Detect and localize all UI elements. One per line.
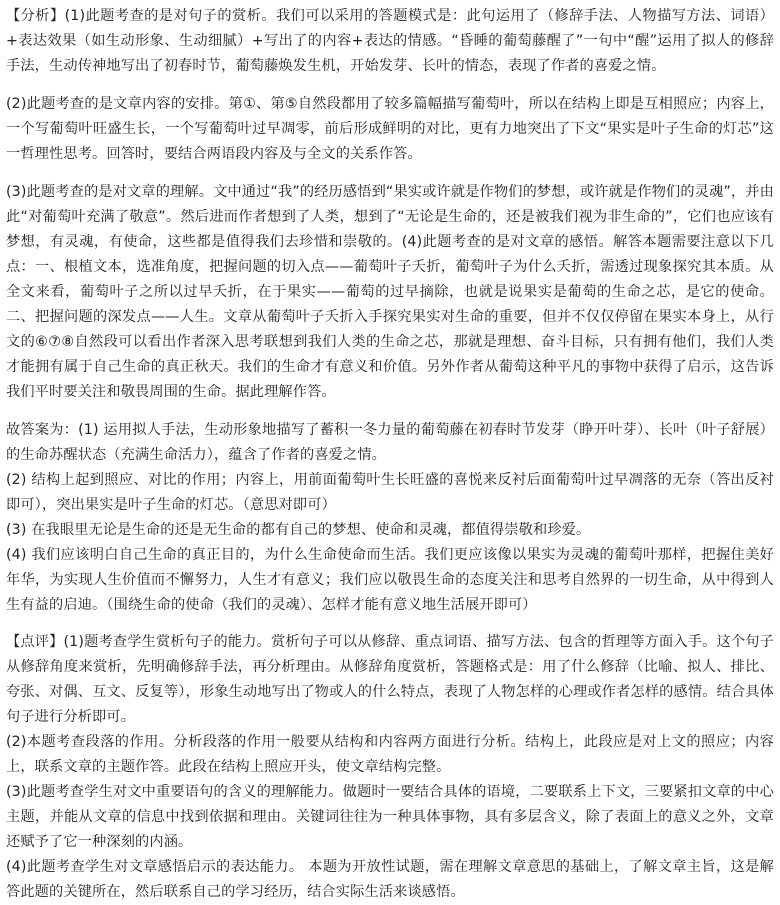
analysis-paragraph-3: (3)此题考查的是对文章的理解。文中通过“我”的经历感悟到“果实或许就是作物们的梦想，或许就是作物们的灵魂”，并由此“对葡萄叶充满了敬意”。然后进而作者想到了人类，想到了“无论是生命的，还是被我们视为非生命的”，它们也应该有梦想，有灵魂，有使命，这些都是值得我们去珍惜和崇敬的。(4)此题考查的是对文章的感悟。解答本题需要注意以下几点：一、根植文本，选准角度，把握问题的切入点——葡萄叶子夭折，葡萄叶子为什么夭折，需透过现象探究其本质。从全文来看，葡萄叶子之所以过早夭折，在于果实——葡萄的过早摘除，也就是说果实是葡萄的生命之芯，是它的使命。二、把握问题的深发点——人生。文章从葡萄叶子夭折入手探究果实对生命的重要，但并不仅仅停留在果实本身上，从行文的⑥⑦⑧自然段可以看出作者深入思考联想到我们人类的生命之芯，那就是理想、奋斗目标，只有拥有他们，我们人类才能拥有属于自己生命的真正秋天。我们的生命才有意义和价值。另外作者从葡萄这种平凡的事物中获得了启示，这告诉我们平时要关注和敬畏周围的生命。据此理解作答。	[6, 184, 774, 400]
answer-item-4: (4) 我们应该明白自己生命的真正目的，为什么生命使命而生活。我们更应该像以果实为灵魂的葡萄叶那样，把握住美好年华，为实现人生价值而不懈努力，人生才有意义；我们应以敬畏生命的态度关注和思考自然界的一切生命，从中得到人生有益的启迪。（围绕生命的使命（我们的灵魂）、怎样才能有意义地生活展开即可）	[6, 547, 774, 613]
comment-paragraph-3: (3)此题考查学生对文中重要语句的含义的理解能力。做题时一要结合具体的语境，二要联系上下文，三要紧扣文章的中心主题，并能从文章的信息中找到依据和理由。关键词往往为一种具体事物，具有多层含义，除了表面上的意义之外，文章还赋予了它一种深刻的内涵。	[6, 784, 774, 850]
analysis-paragraph-1: 【分析】(1)此题考查的是对句子的赏析。我们可以采用的答题模式是：此句运用了（修辞手法、人物描写方法、词语）+表达效果（如生动形象、生动细腻）+写出了的内容+表达的情感。“昏睡的葡萄藤醒了”一句中“醒”运用了拟人的修辞手法，生动传神地写出了初春时节，葡萄藤焕发生机，开始发芽、长叶的情态，表现了作者的喜爱之情。	[6, 8, 774, 74]
comment-paragraph-2: (2)本题考查段落的作用。分析段落的作用一般要从结构和内容两方面进行分析。结构上，此段应是对上文的照应；内容上，联系文章的主题作答。此段在结构上照应开头，使文章结构完整。	[6, 734, 774, 775]
answer-intro: 故答案为：(1) 运用拟人手法，生动形象地描写了蓄积一冬力量的葡萄藤在初春时节发芽（睁开叶芽）、长叶（叶子舒展）的生命苏醒状态（充满生命活力），蕴含了作者的喜爱之情。	[6, 422, 774, 463]
answer-item-3: (3) 在我眼里无论是生命的还是无生命的都有自己的梦想、使命和灵魂，都值得崇敬和珍爱。	[6, 522, 591, 538]
comment-paragraph-1: 【点评】(1)题考查学生赏析句子的能力。赏析句子可以从修辞、重点词语、描写方法、包含的哲理等方面入手。这个句子从修辞角度来赏析，先明确修辞手法，再分析理由。从修辞角度赏析，答题格式是：用了什么修辞（比喻、拟人、排比、夸张、对偶、互文、反复等），形象生动地写出了物或人的什么特点，表现了人物怎样的心理或作者怎样的感情。结合具体句子进行分析即可。	[6, 634, 774, 725]
comment-paragraph-4: (4)此题考查学生对文章感悟启示的表达能力。 本题为开放性试题，需在理解文章意思的基础上，了解文章主旨，这是解答此题的关键所在，然后联系自己的学习经历，结合实际生活来谈感悟。	[6, 859, 774, 900]
answer-item-2: (2) 结构上起到照应、对比的作用；内容上，用前面葡萄叶生长旺盛的喜悦来反衬后面葡萄叶过早凋落的无奈（答出反衬即可），突出果实是叶子生命的灯芯。（意思对即可）	[6, 472, 774, 513]
analysis-paragraph-2: (2)此题考查的是文章内容的安排。第①、第⑤自然段都用了较多篇幅描写葡萄叶，所以在结构上即是互相照应；内容上，一个写葡萄叶旺盛生长，一个写葡萄叶过早凋零，前后形成鲜明的对比，更有力地突出了下文“果实是叶子生命的灯芯”这一哲理性思考。回答时，要结合两语段内容及与全文的关系作答。	[6, 96, 774, 162]
